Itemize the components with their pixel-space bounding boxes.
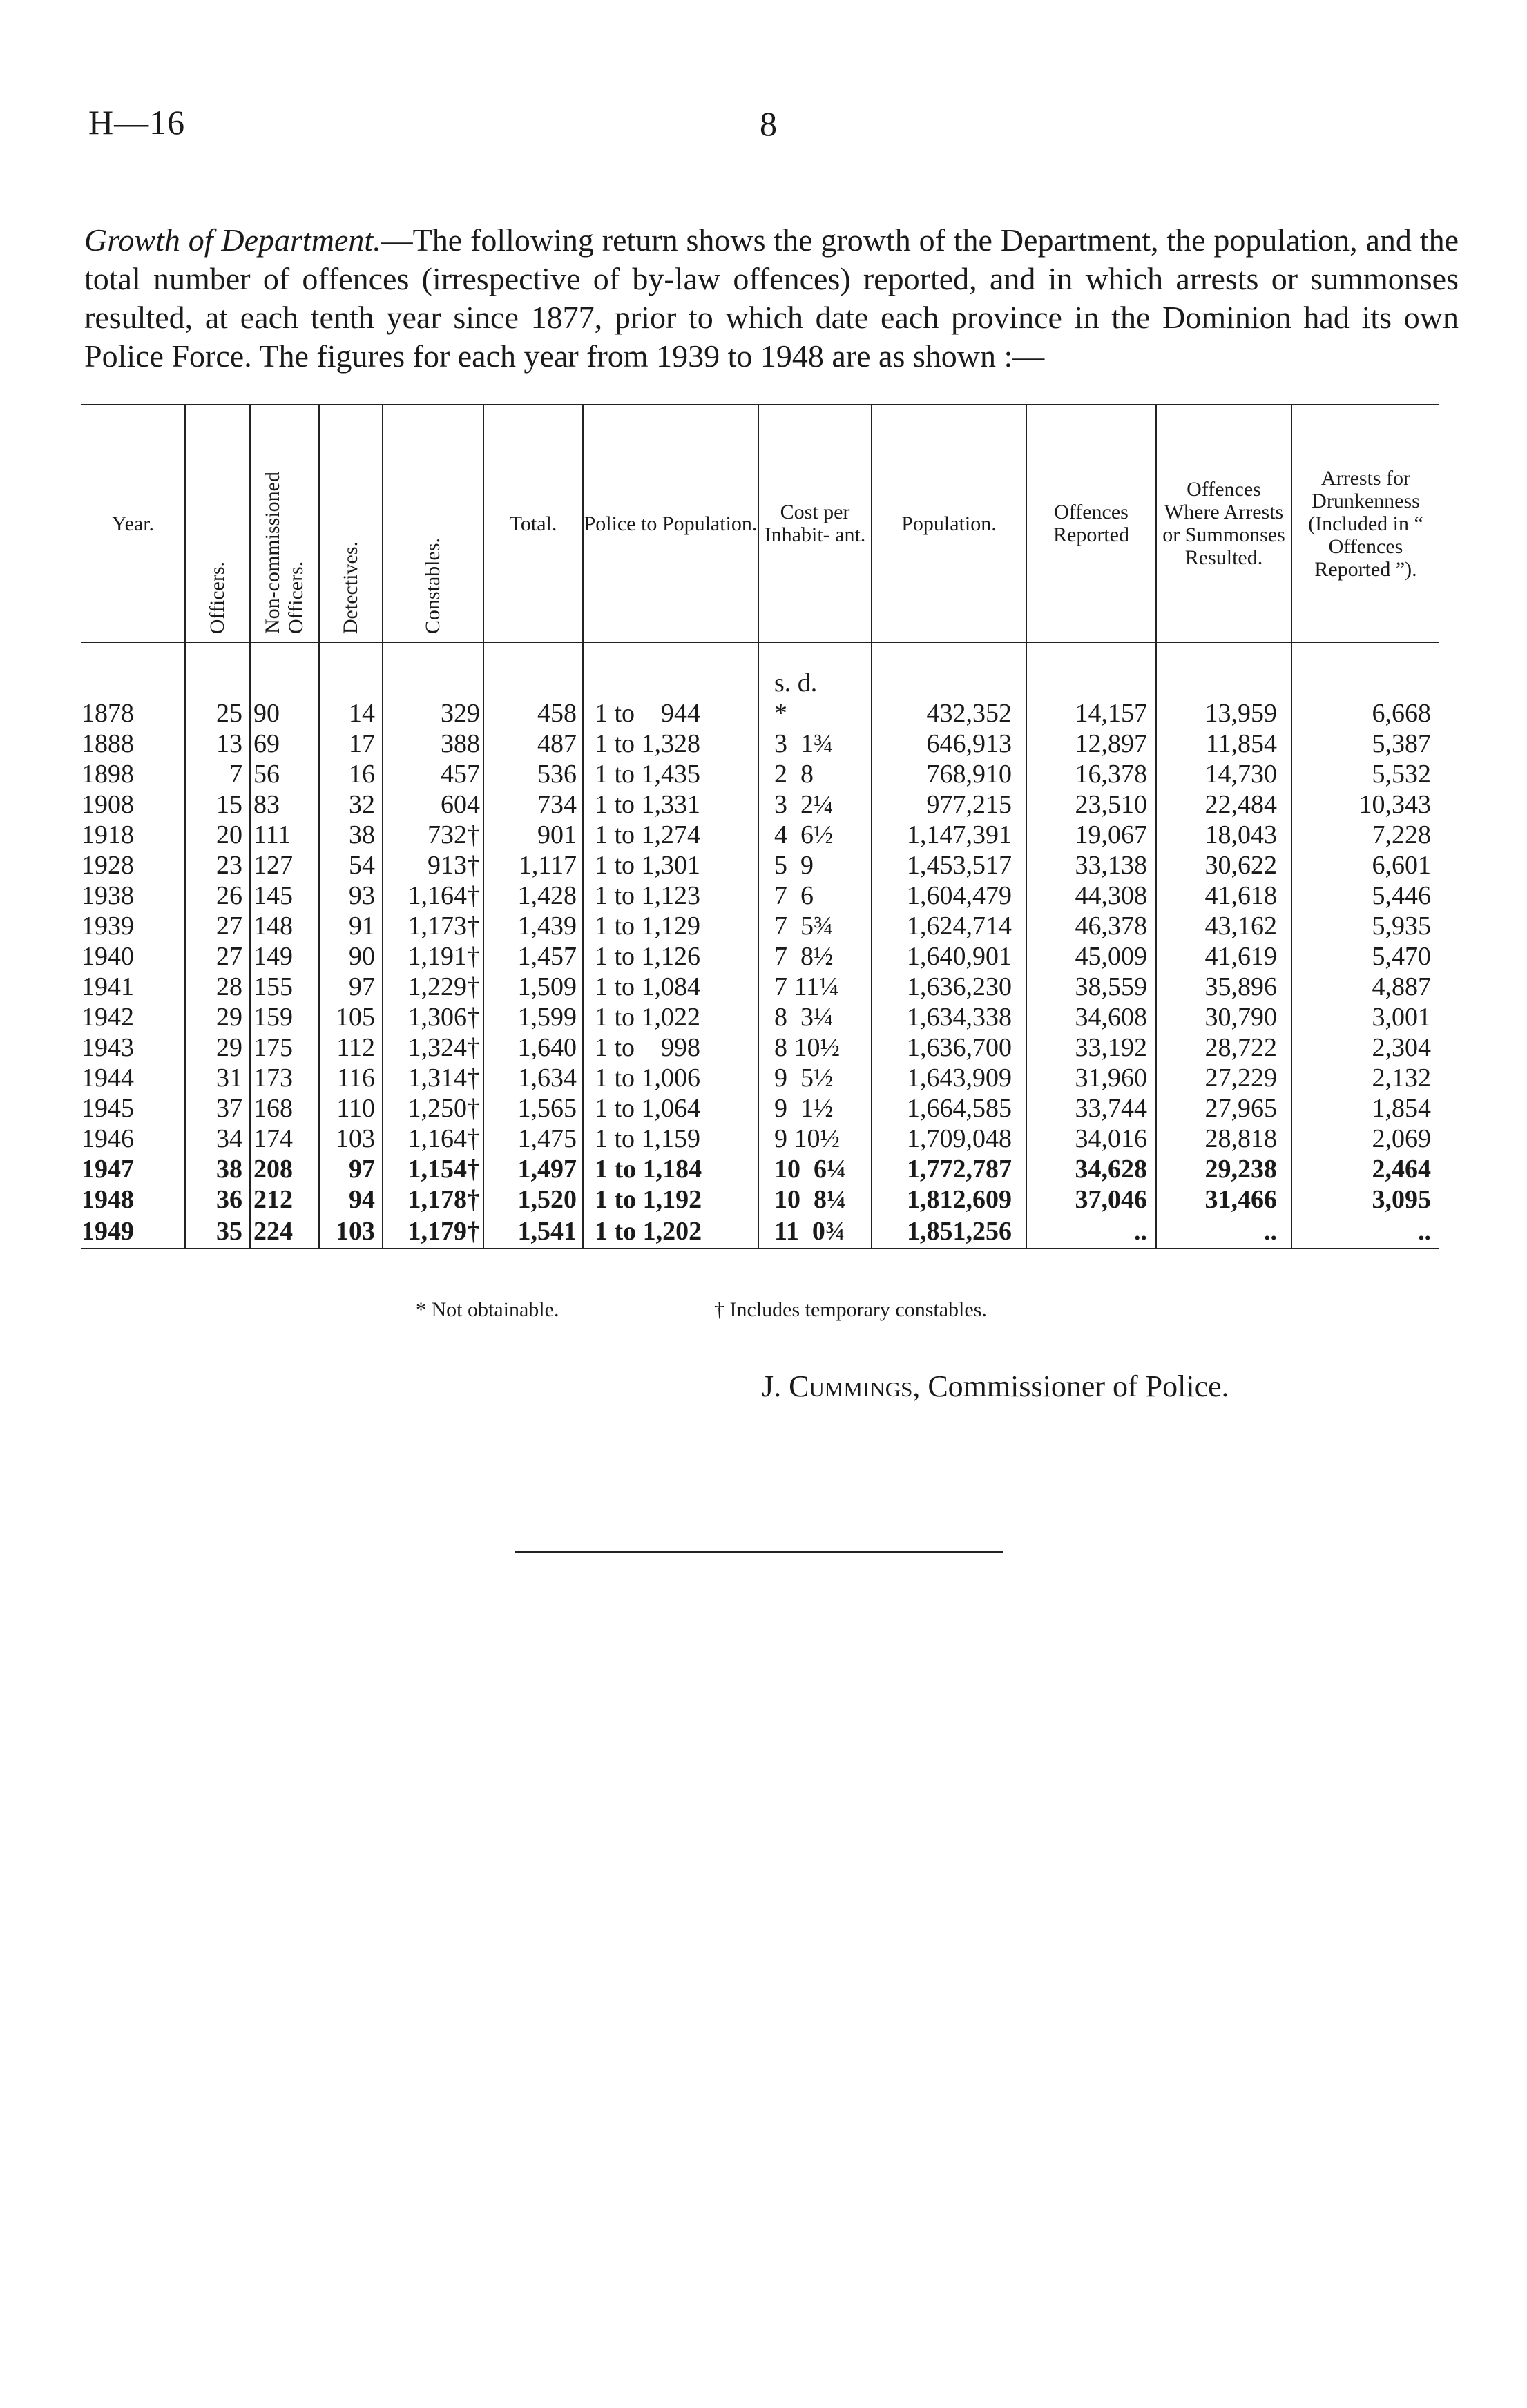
header-detectives: Detectives. xyxy=(319,405,383,642)
cell-year: 1888 xyxy=(81,729,134,758)
cell-arrests: 28,818 xyxy=(1156,1124,1291,1154)
table-row xyxy=(81,972,1439,1002)
cell-year: 1943 xyxy=(81,1033,134,1062)
cell-officers: 31 xyxy=(185,1063,250,1093)
cell-total: 1,509 xyxy=(483,972,583,1002)
cell-ratio: 1 to 1,022 xyxy=(583,1002,758,1032)
cell-arrests: 27,965 xyxy=(1156,1093,1291,1124)
cell-drunk: 5,532 xyxy=(1291,759,1439,789)
cell-cost: 10 6¼ xyxy=(758,1154,872,1184)
cell-reported: 46,378 xyxy=(1026,911,1156,941)
table-row xyxy=(81,1184,1439,1215)
cell-officers: 23 xyxy=(185,850,250,880)
cell-drunk: 2,304 xyxy=(1291,1032,1439,1063)
cell-total: 1,541 xyxy=(483,1215,583,1249)
cell-constables: 1,324† xyxy=(383,1032,483,1063)
cell-reported: 34,016 xyxy=(1026,1124,1156,1154)
header-constables: Constables. xyxy=(383,405,483,642)
cell-nco: 127 xyxy=(250,850,319,880)
cell-nco: 175 xyxy=(250,1032,319,1063)
cell-population: 1,709,048 xyxy=(872,1124,1026,1154)
page-number: 8 xyxy=(760,104,777,143)
cell-year: 1918 xyxy=(81,820,134,849)
header-offences-reported: Offences Reported xyxy=(1026,405,1156,642)
cell-year: 1944 xyxy=(81,1063,134,1092)
cell-officers: 37 xyxy=(185,1093,250,1124)
cell-reported: 19,067 xyxy=(1026,820,1156,850)
cell-drunk: 2,464 xyxy=(1291,1154,1439,1184)
cell-drunk: 5,387 xyxy=(1291,729,1439,759)
cell-arrests: 13,959 xyxy=(1156,698,1291,729)
cell-nco: 212 xyxy=(250,1184,319,1215)
table-row xyxy=(81,789,1439,820)
header-police-to-population: Police to Population. xyxy=(583,405,758,642)
cell-ratio: 1 to 1,123 xyxy=(583,880,758,911)
cell-arrests: 31,466 xyxy=(1156,1184,1291,1215)
cell-drunk: 7,228 xyxy=(1291,820,1439,850)
cell-arrests: 43,162 xyxy=(1156,911,1291,941)
cell-reported: 33,192 xyxy=(1026,1032,1156,1063)
cell-detectives: 110 xyxy=(319,1093,383,1124)
cell-officers: 15 xyxy=(185,789,250,820)
cell-nco: 173 xyxy=(250,1063,319,1093)
cell-reported: .. xyxy=(1026,1215,1156,1249)
table-row xyxy=(81,1063,1439,1093)
cell-cost: 11 0¾ xyxy=(758,1215,872,1249)
cell-total: 1,634 xyxy=(483,1063,583,1093)
cell-cost: 3 1¾ xyxy=(758,729,872,759)
cell-detectives: 90 xyxy=(319,941,383,972)
cell-ratio: 1 to 1,159 xyxy=(583,1124,758,1154)
cell-cost: 7 5¾ xyxy=(758,911,872,941)
cell-population: 1,772,787 xyxy=(872,1154,1026,1184)
cell-detectives: 93 xyxy=(319,880,383,911)
cell-arrests: 35,896 xyxy=(1156,972,1291,1002)
cell-population: 1,604,479 xyxy=(872,880,1026,911)
cell-cost: 5 9 xyxy=(758,850,872,880)
cell-year: 1947 xyxy=(81,1155,134,1184)
cell-nco: 168 xyxy=(250,1093,319,1124)
cell-detectives: 103 xyxy=(319,1215,383,1249)
cell-total: 1,520 xyxy=(483,1184,583,1215)
cell-ratio: 1 to 944 xyxy=(583,698,758,729)
cell-drunk: 2,132 xyxy=(1291,1063,1439,1093)
cell-nco: 159 xyxy=(250,1002,319,1032)
cell-arrests: 29,238 xyxy=(1156,1154,1291,1184)
table-row xyxy=(81,1002,1439,1032)
cell-arrests: .. xyxy=(1156,1215,1291,1249)
cell-total: 1,640 xyxy=(483,1032,583,1063)
cell-drunk: 5,935 xyxy=(1291,911,1439,941)
cell-drunk: 5,446 xyxy=(1291,880,1439,911)
cell-nco: 208 xyxy=(250,1154,319,1184)
cell-detectives: 14 xyxy=(319,698,383,729)
cell-nco: 149 xyxy=(250,941,319,972)
table-row xyxy=(81,1154,1439,1184)
cell-cost: 7 8½ xyxy=(758,941,872,972)
cell-nco: 69 xyxy=(250,729,319,759)
units-row xyxy=(81,642,1439,698)
cell-year: 1941 xyxy=(81,972,134,1001)
cell-ratio: 1 to 1,192 xyxy=(583,1184,758,1215)
cell-reported: 16,378 xyxy=(1026,759,1156,789)
cell-officers: 25 xyxy=(185,698,250,729)
cell-population: 432,352 xyxy=(872,698,1026,729)
cell-population: 1,453,517 xyxy=(872,850,1026,880)
cell-nco: 155 xyxy=(250,972,319,1002)
cell-cost: 9 10½ xyxy=(758,1124,872,1154)
cell-officers: 35 xyxy=(185,1215,250,1249)
cell-population: 977,215 xyxy=(872,789,1026,820)
cell-officers: 13 xyxy=(185,729,250,759)
cell-arrests: 28,722 xyxy=(1156,1032,1291,1063)
cell-year: 1946 xyxy=(81,1124,134,1153)
cell-constables: 1,229† xyxy=(383,972,483,1002)
header-total: Total. xyxy=(483,405,583,642)
header-offences-arrests: Offences Where Arrests or Summonses Resulted. xyxy=(1156,405,1291,642)
cell-total: 1,599 xyxy=(483,1002,583,1032)
table-row xyxy=(81,759,1439,789)
cell-constables: 1,314† xyxy=(383,1063,483,1093)
cell-population: 768,910 xyxy=(872,759,1026,789)
cell-officers: 27 xyxy=(185,941,250,972)
cell-cost: 4 6½ xyxy=(758,820,872,850)
cell-population: 1,634,338 xyxy=(872,1002,1026,1032)
cell-detectives: 112 xyxy=(319,1032,383,1063)
intro-lead: Growth of Department. xyxy=(84,222,381,258)
cell-total: 1,565 xyxy=(483,1093,583,1124)
cell-detectives: 32 xyxy=(319,789,383,820)
cell-reported: 38,559 xyxy=(1026,972,1156,1002)
cell-population: 1,643,909 xyxy=(872,1063,1026,1093)
cell-arrests: 14,730 xyxy=(1156,759,1291,789)
cell-total: 1,428 xyxy=(483,880,583,911)
cell-reported: 33,744 xyxy=(1026,1093,1156,1124)
cell-ratio: 1 to 1,184 xyxy=(583,1154,758,1184)
cell-constables: 1,178† xyxy=(383,1184,483,1215)
cell-drunk: .. xyxy=(1291,1215,1439,1249)
table-row xyxy=(81,1215,1439,1249)
cell-cost: 10 8¼ xyxy=(758,1184,872,1215)
table-header-row xyxy=(81,405,1439,642)
document-code: H—16 xyxy=(88,103,186,142)
growth-table xyxy=(81,404,1439,1249)
cell-drunk: 1,854 xyxy=(1291,1093,1439,1124)
cell-total: 1,497 xyxy=(483,1154,583,1184)
cell-cost: 9 1½ xyxy=(758,1093,872,1124)
cell-population: 1,664,585 xyxy=(872,1093,1026,1124)
cell-year: 1949 xyxy=(81,1215,185,1249)
table-row xyxy=(81,850,1439,880)
cell-year: 1878 xyxy=(81,699,134,728)
cell-nco: 174 xyxy=(250,1124,319,1154)
table-row xyxy=(81,698,1439,729)
cell-drunk: 3,095 xyxy=(1291,1184,1439,1215)
cell-year: 1942 xyxy=(81,1003,134,1032)
cell-ratio: 1 to 1,274 xyxy=(583,820,758,850)
cell-cost: * xyxy=(758,698,872,729)
header-cost: Cost per Inhabit- ant. xyxy=(758,405,872,642)
table-row xyxy=(81,1032,1439,1063)
cell-officers: 36 xyxy=(185,1184,250,1215)
cell-population: 1,147,391 xyxy=(872,820,1026,850)
cell-year: 1945 xyxy=(81,1094,134,1123)
table-row xyxy=(81,1124,1439,1154)
cell-detectives: 38 xyxy=(319,820,383,850)
cell-ratio: 1 to 1,202 xyxy=(583,1215,758,1249)
cell-population: 646,913 xyxy=(872,729,1026,759)
footnote-temporary-constables: † Includes temporary constables. xyxy=(714,1298,987,1321)
cell-detectives: 105 xyxy=(319,1002,383,1032)
table-row xyxy=(81,1093,1439,1124)
cell-nco: 145 xyxy=(250,880,319,911)
cell-detectives: 16 xyxy=(319,759,383,789)
cell-reported: 45,009 xyxy=(1026,941,1156,972)
cell-reported: 34,608 xyxy=(1026,1002,1156,1032)
cell-constables: 1,154† xyxy=(383,1154,483,1184)
cell-officers: 38 xyxy=(185,1154,250,1184)
cell-drunk: 5,470 xyxy=(1291,941,1439,972)
cell-cost: 3 2¼ xyxy=(758,789,872,820)
cell-total: 901 xyxy=(483,820,583,850)
cell-nco: 148 xyxy=(250,911,319,941)
cell-officers: 27 xyxy=(185,911,250,941)
cell-constables: 1,250† xyxy=(383,1093,483,1124)
table-row xyxy=(81,880,1439,911)
cell-year: 1898 xyxy=(81,760,134,789)
cell-arrests: 18,043 xyxy=(1156,820,1291,850)
cell-population: 1,640,901 xyxy=(872,941,1026,972)
cell-total: 458 xyxy=(483,698,583,729)
cell-detectives: 94 xyxy=(319,1184,383,1215)
cell-ratio: 1 to 1,435 xyxy=(583,759,758,789)
cell-detectives: 97 xyxy=(319,1154,383,1184)
cell-detectives: 97 xyxy=(319,972,383,1002)
cell-ratio: 1 to 1,328 xyxy=(583,729,758,759)
cell-total: 1,117 xyxy=(483,850,583,880)
table-row xyxy=(81,729,1439,759)
cell-ratio: 1 to 1,064 xyxy=(583,1093,758,1124)
cell-year: 1928 xyxy=(81,851,134,880)
cell-total: 1,439 xyxy=(483,911,583,941)
cell-ratio: 1 to 998 xyxy=(583,1032,758,1063)
cell-population: 1,636,230 xyxy=(872,972,1026,1002)
cell-total: 1,475 xyxy=(483,1124,583,1154)
cell-detectives: 103 xyxy=(319,1124,383,1154)
cell-total: 734 xyxy=(483,789,583,820)
cell-year: 1948 xyxy=(81,1185,134,1214)
cell-officers: 29 xyxy=(185,1032,250,1063)
cell-drunk: 2,069 xyxy=(1291,1124,1439,1154)
cell-constables: 329 xyxy=(383,698,483,729)
cell-cost: 9 5½ xyxy=(758,1063,872,1093)
cell-constables: 388 xyxy=(383,729,483,759)
cell-officers: 20 xyxy=(185,820,250,850)
cell-officers: 7 xyxy=(185,759,250,789)
cell-arrests: 30,622 xyxy=(1156,850,1291,880)
cell-drunk: 4,887 xyxy=(1291,972,1439,1002)
cell-constables: 457 xyxy=(383,759,483,789)
cell-arrests: 22,484 xyxy=(1156,789,1291,820)
cell-constables: 913† xyxy=(383,850,483,880)
cell-constables: 1,191† xyxy=(383,941,483,972)
signature xyxy=(762,1369,1229,1404)
cell-constables: 1,179† xyxy=(383,1215,483,1249)
signatory-title: Commissioner of Police. xyxy=(928,1369,1229,1403)
cell-total: 1,457 xyxy=(483,941,583,972)
cell-nco: 224 xyxy=(250,1215,319,1249)
cell-population: 1,851,256 xyxy=(872,1215,1026,1249)
cell-reported: 37,046 xyxy=(1026,1184,1156,1215)
cell-reported: 12,897 xyxy=(1026,729,1156,759)
cell-cost: 7 11¼ xyxy=(758,972,872,1002)
cell-officers: 26 xyxy=(185,880,250,911)
cell-officers: 34 xyxy=(185,1124,250,1154)
cell-ratio: 1 to 1,006 xyxy=(583,1063,758,1093)
cell-constables: 1,164† xyxy=(383,880,483,911)
cell-reported: 23,510 xyxy=(1026,789,1156,820)
cell-ratio: 1 to 1,129 xyxy=(583,911,758,941)
cell-reported: 31,960 xyxy=(1026,1063,1156,1093)
cell-reported: 34,628 xyxy=(1026,1154,1156,1184)
cell-drunk: 3,001 xyxy=(1291,1002,1439,1032)
cell-reported: 14,157 xyxy=(1026,698,1156,729)
table-row xyxy=(81,820,1439,850)
cell-cost: 8 10½ xyxy=(758,1032,872,1063)
cell-year: 1940 xyxy=(81,942,134,971)
cell-population: 1,636,700 xyxy=(872,1032,1026,1063)
cell-constables: 1,173† xyxy=(383,911,483,941)
cell-detectives: 54 xyxy=(319,850,383,880)
cell-drunk: 10,343 xyxy=(1291,789,1439,820)
closing-rule xyxy=(515,1551,1003,1553)
header-population: Population. xyxy=(872,405,1026,642)
cell-arrests: 27,229 xyxy=(1156,1063,1291,1093)
cell-reported: 44,308 xyxy=(1026,880,1156,911)
cell-officers: 29 xyxy=(185,1002,250,1032)
cell-drunk: 6,601 xyxy=(1291,850,1439,880)
cell-cost: 8 3¼ xyxy=(758,1002,872,1032)
signatory-name: J. Cummings, xyxy=(762,1369,921,1403)
cell-constables: 1,306† xyxy=(383,1002,483,1032)
intro-paragraph xyxy=(84,221,1459,376)
cell-constables: 1,164† xyxy=(383,1124,483,1154)
cell-ratio: 1 to 1,126 xyxy=(583,941,758,972)
cell-arrests: 30,790 xyxy=(1156,1002,1291,1032)
intro-text: —The following return shows the growth of the Department, the population, and the total number of offences (irrespective of by-law offences) reported, and in which arrests or summonses resulted, at each tenth year since 1877, prior to which date each province in the Dominion had its own Police Force. The figures for each year from 1939 to 1948 are as shown :— xyxy=(84,222,1459,374)
cell-ratio: 1 to 1,331 xyxy=(583,789,758,820)
cell-nco: 83 xyxy=(250,789,319,820)
cell-total: 487 xyxy=(483,729,583,759)
cell-constables: 732† xyxy=(383,820,483,850)
cell-ratio: 1 to 1,301 xyxy=(583,850,758,880)
cost-units: s. d. xyxy=(758,642,872,698)
footnote-not-obtainable: * Not obtainable. xyxy=(416,1298,559,1321)
cell-detectives: 91 xyxy=(319,911,383,941)
table-row xyxy=(81,911,1439,941)
cell-arrests: 41,618 xyxy=(1156,880,1291,911)
header-year: Year. xyxy=(81,405,185,642)
cell-reported: 33,138 xyxy=(1026,850,1156,880)
cell-cost: 2 8 xyxy=(758,759,872,789)
cell-detectives: 116 xyxy=(319,1063,383,1093)
table-row xyxy=(81,941,1439,972)
cell-nco: 56 xyxy=(250,759,319,789)
cell-nco: 90 xyxy=(250,698,319,729)
cell-arrests: 41,619 xyxy=(1156,941,1291,972)
cell-detectives: 17 xyxy=(319,729,383,759)
cell-year: 1908 xyxy=(81,790,134,819)
cell-population: 1,624,714 xyxy=(872,911,1026,941)
cell-year: 1938 xyxy=(81,881,134,910)
cell-ratio: 1 to 1,084 xyxy=(583,972,758,1002)
cell-nco: 111 xyxy=(250,820,319,850)
header-nco: Non-commissioned Officers. xyxy=(250,405,319,642)
header-drunkenness: Arrests for Drunkenness (Included in “ Offences Reported ”). xyxy=(1291,405,1439,642)
cell-drunk: 6,668 xyxy=(1291,698,1439,729)
cell-year: 1939 xyxy=(81,912,134,941)
cell-arrests: 11,854 xyxy=(1156,729,1291,759)
cell-cost: 7 6 xyxy=(758,880,872,911)
cell-constables: 604 xyxy=(383,789,483,820)
cell-officers: 28 xyxy=(185,972,250,1002)
cell-total: 536 xyxy=(483,759,583,789)
header-officers: Officers. xyxy=(185,405,250,642)
cell-population: 1,812,609 xyxy=(872,1184,1026,1215)
